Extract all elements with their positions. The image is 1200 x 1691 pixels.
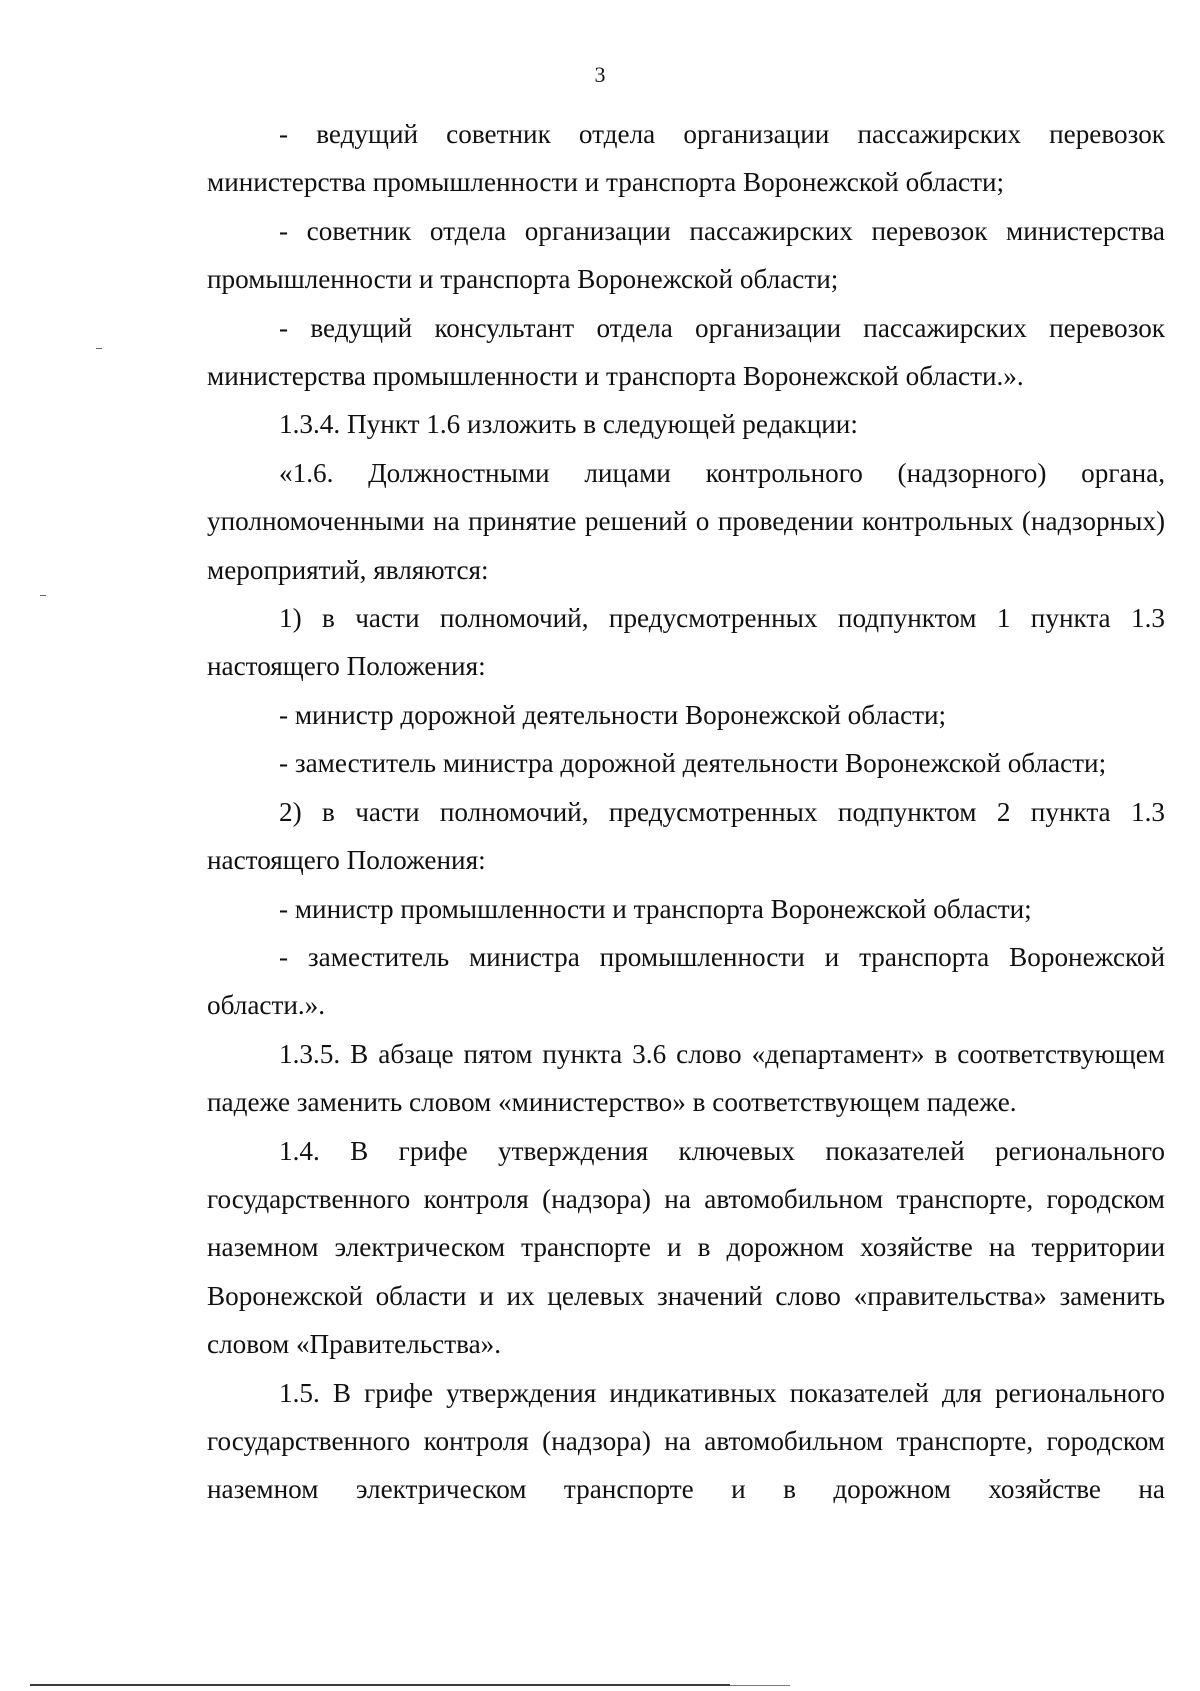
paragraph-deputy-minister-road: - заместитель министра дорожной деятельности Воронежской области; [279,748,1107,779]
paragraph-deputy-minister-transport: - заместитель министра промышленности и транспорта Воронежской области.». [207,941,1165,1021]
scan-artifact [96,348,102,349]
paragraph-1-6: «1.6. Должностными лицами контрольного (надзорного) органа, уполномоченными на принятие решений о проведении контрольных (надзорных) мероприятий, являются: [207,457,1165,585]
paragraph-leading-advisor: - ведущий советник отдела организации пассажирских перевозок министерства промышленности и транспорта Воронежской области; [207,119,1165,198]
paragraph-subpoint-2: 2) в части полномочий, предусмотренных подпунктом 2 пункта 1.3 настоящего Положения: [207,796,1165,876]
document-body [207,110,1165,1514]
scan-edge-line [30,1684,730,1686]
paragraph-minister-road: - министр дорожной деятельности Воронежской области; [279,699,947,730]
paragraph-1-3-4: 1.3.4. Пункт 1.6 изложить в следующей редакции: [279,409,858,440]
paragraph-subpoint-1: 1) в части полномочий, предусмотренных подпунктом 1 пункта 1.3 настоящего Положения: [207,603,1165,682]
paragraph-minister-transport: - министр промышленности и транспорта Воронежской области; [279,893,1032,924]
paragraph-1-4: 1.4. В грифе утверждения ключевых показателей регионального государственного контроля (надзора) на автомобильном транспорте, городском наземном электрическом транспорте и в дорожном хозяйстве на территории Воронежской области и их целевых значений слово «правительства» заменить словом «Правительства». [207,1135,1165,1360]
page-number: 3 [594,62,606,87]
paragraph-1-3-5: 1.3.5. В абзаце пятом пункта 3.6 слово «департамент» в соответствующем падеже заменить словом «министерство» в соответствующем падеже. [207,1038,1165,1118]
paragraph-advisor: - советник отдела организации пассажирских перевозок министерства промышленности и транспорта Воронежской области; [207,215,1165,295]
scan-artifact [40,595,46,596]
paragraph-leading-consultant: - ведущий консультант отдела организации пассажирских перевозок министерства промышленности и транспорта Воронежской области.». [207,312,1165,392]
paragraph-1-5: 1.5. В грифе утверждения индикативных показателей для регионального государственного контроля (надзора) на автомобильном транспорте, городском наземном электрическом транспорте и в дорожном хозяйстве на [207,1377,1165,1505]
scan-edge-line [730,1685,790,1686]
